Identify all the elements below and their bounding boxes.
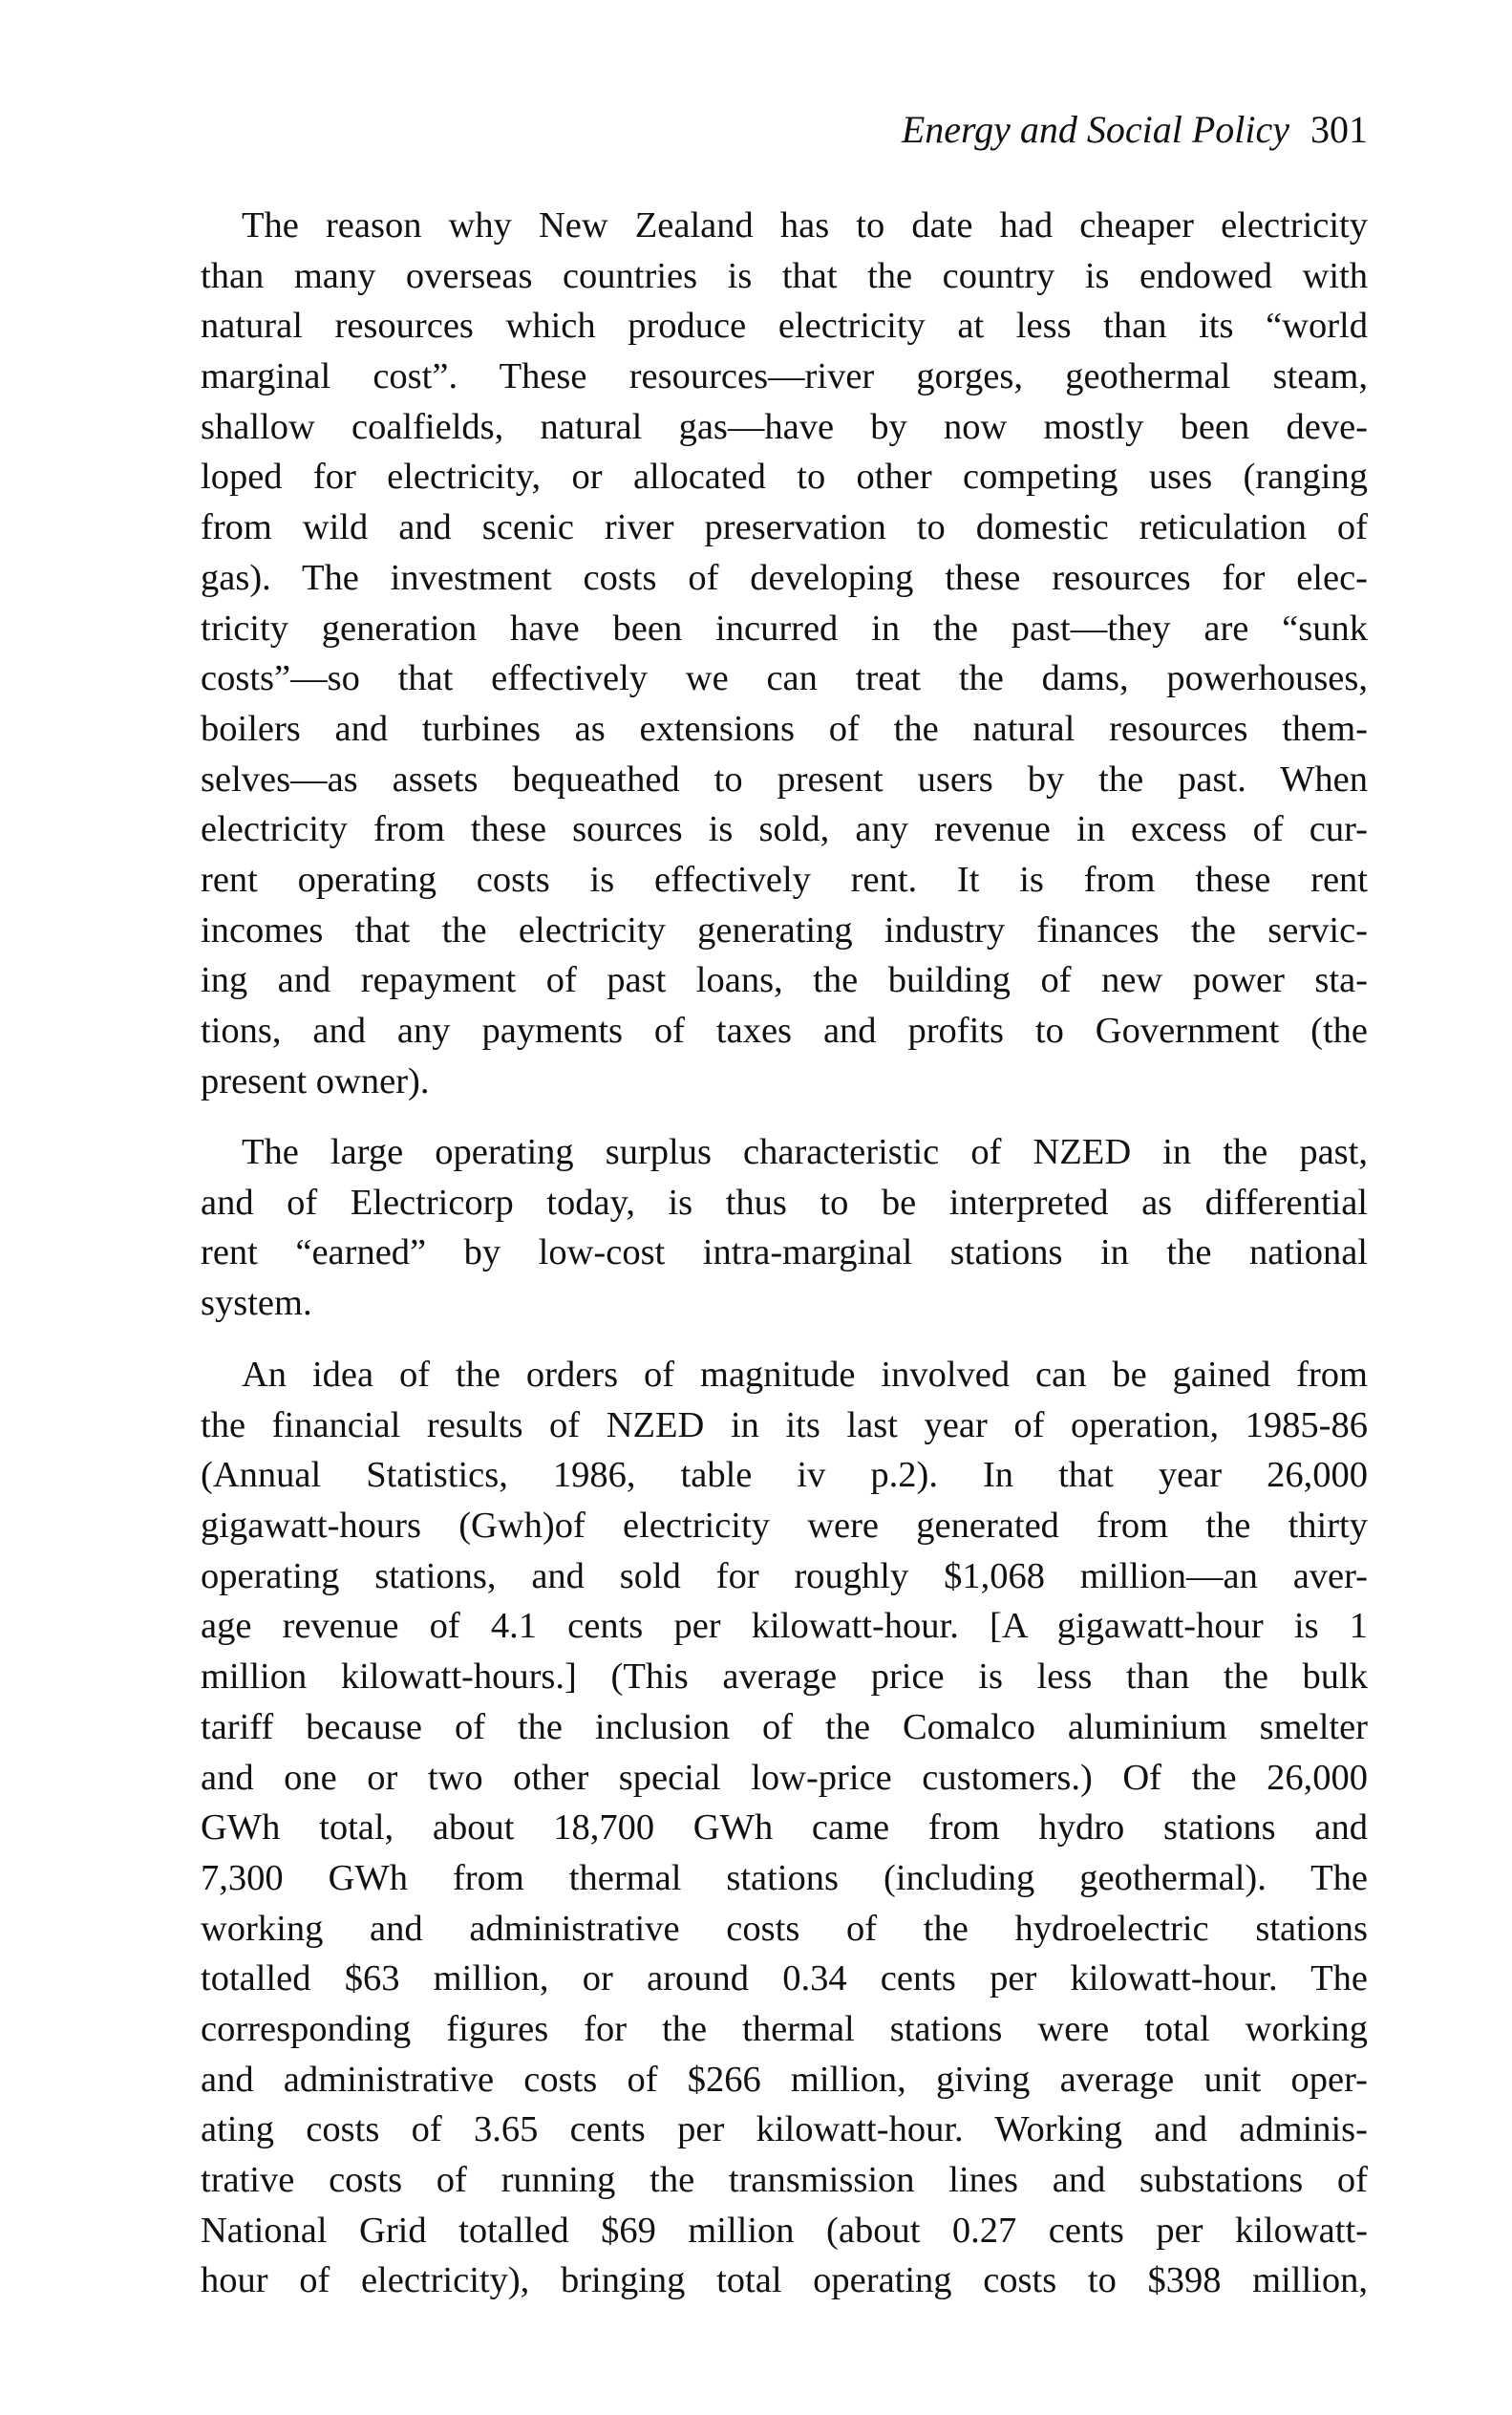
text-line: from wild and scenic river preservation to domestic reticulation of (201, 507, 1368, 548)
text-line: GWh total, about 18,700 GWh came from hydro stations and (201, 1807, 1368, 1849)
text-line: National Grid totalled $69 million (about 0.27 cents per kilowatt- (201, 2210, 1368, 2251)
text-line: than many overseas countries is that the country is endowed with (201, 255, 1368, 296)
text-line: gigawatt-hours (Gwh)of electricity were generated from the thirty (201, 1506, 1368, 1547)
text-line: The reason why New Zealand has to date had cheaper electricity (242, 205, 1368, 246)
paragraph (201, 201, 1368, 1106)
text-line: (Annual Statistics, 1986, table iv p.2). In that year 26,000 (201, 1455, 1368, 1496)
text-line: age revenue of 4.1 cents per kilowatt-hour. [A gigawatt-hour is 1 (201, 1606, 1368, 1647)
text-line: tricity generation have been incurred in the past—they are “sunk (201, 608, 1368, 649)
text-line: hour of electricity), bringing total operating costs to $398 million, (201, 2260, 1368, 2301)
text-line: shallow coalfields, natural gas—have by now mostly been deve- (201, 406, 1368, 447)
text-line: system. (201, 1283, 312, 1324)
text-line: and administrative costs of $266 million, giving average unit oper- (201, 2059, 1368, 2100)
text-line: tions, and any payments of taxes and profits to Government (the (201, 1011, 1368, 1051)
text-line: and one or two other special low-price customers.) Of the 26,000 (201, 1757, 1368, 1798)
text-line: 7,300 GWh from thermal stations (including geothermal). The (201, 1857, 1368, 1898)
text-line: ating costs of 3.65 cents per kilowatt-hour. Working and adminis- (201, 2109, 1368, 2150)
text-line: tariff because of the inclusion of the Comalco aluminium smelter (201, 1706, 1368, 1747)
paragraph (201, 1127, 1368, 1329)
text-line: working and administrative costs of the hydroelectric stations (201, 1908, 1368, 1949)
text-line: An idea of the orders of magnitude involved can be gained from (242, 1355, 1368, 1395)
text-line: gas). The investment costs of developing these resources for elec- (201, 557, 1368, 598)
running-header (201, 107, 1368, 152)
text-line: corresponding figures for the thermal stations were total working (201, 2008, 1368, 2049)
text-line: loped for electricity, or allocated to other competing uses (ranging (201, 457, 1368, 498)
running-title: Energy and Social Policy (901, 108, 1289, 151)
text-line: selves—as assets bequeathed to present users by the past. When (201, 759, 1368, 800)
text-line: ing and repayment of past loans, the building of new power sta- (201, 960, 1368, 1001)
text-line: incomes that the electricity generating industry finances the servic- (201, 909, 1368, 951)
text-line: million kilowatt-hours.] (This average price is less than the bulk (201, 1656, 1368, 1698)
text-line: trative costs of running the transmission lines and substations of (201, 2160, 1368, 2200)
text-line: electricity from these sources is sold, any revenue in excess of cur- (201, 809, 1368, 850)
text-line: marginal cost”. These resources—river gorges, geothermal steam, (201, 356, 1368, 397)
text-line: boilers and turbines as extensions of the natural resources them- (201, 708, 1368, 749)
text-line: The large operating surplus characteristic of NZED in the past, (242, 1132, 1368, 1172)
page-number: 301 (1310, 108, 1368, 151)
text-line: present owner). (201, 1060, 430, 1101)
text-line: the financial results of NZED in its last year of operation, 1985-86 (201, 1404, 1368, 1445)
text-line: natural resources which produce electricity at less than its “world (201, 306, 1368, 347)
text-line: totalled $63 million, or around 0.34 cents per kilowatt-hour. The (201, 1958, 1368, 1999)
text-line: costs”—so that effectively we can treat the dams, powerhouses, (201, 658, 1368, 699)
text-line: rent operating costs is effectively rent. It is from these rent (201, 859, 1368, 900)
text-line: and of Electricorp today, is thus to be interpreted as differential (201, 1182, 1368, 1223)
text-line: rent “earned” by low-cost intra-marginal stations in the national (201, 1232, 1368, 1273)
paragraph (201, 1350, 1368, 2306)
text-line: operating stations, and sold for roughly $1,068 million—an aver- (201, 1555, 1368, 1596)
